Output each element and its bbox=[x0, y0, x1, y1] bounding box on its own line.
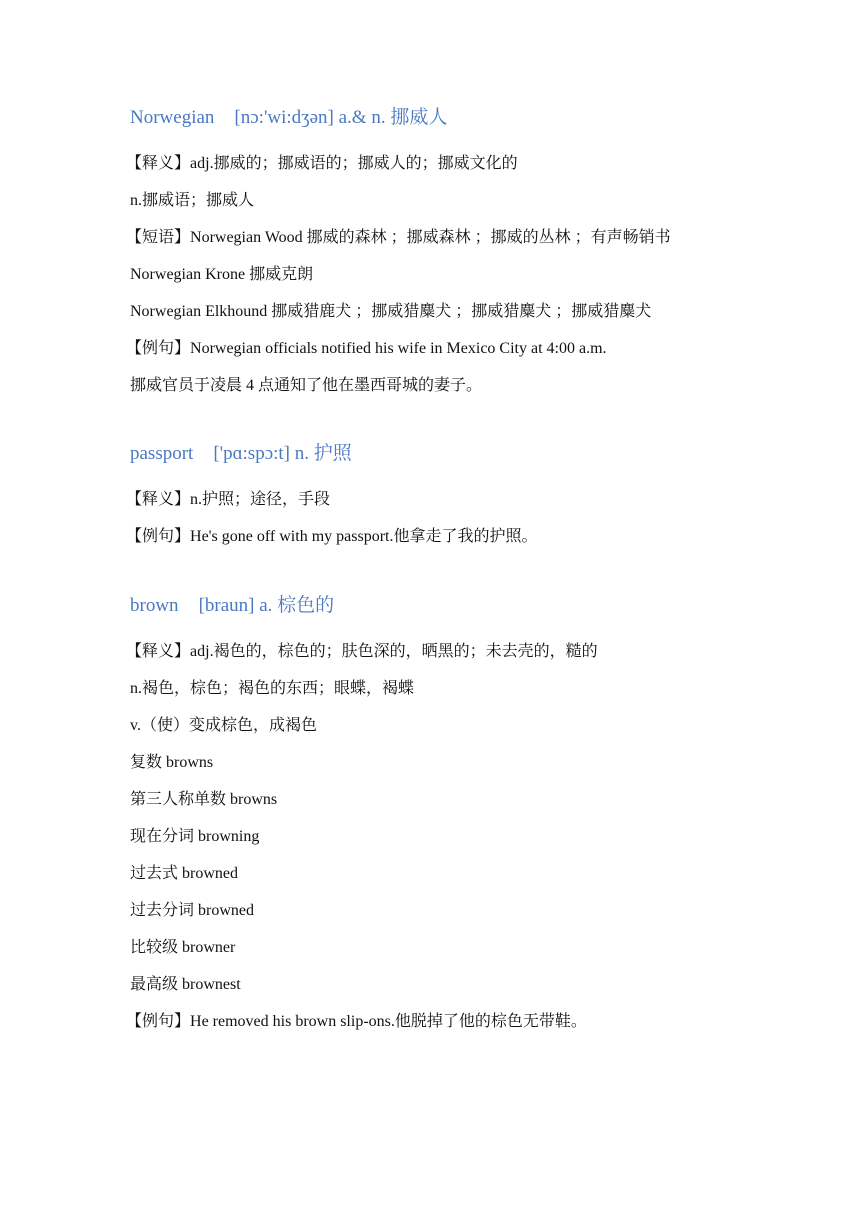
entry-heading bbox=[130, 593, 820, 619]
meaning: 挪威人 bbox=[390, 107, 448, 128]
section-tag: 【例句】 bbox=[126, 1013, 191, 1030]
inflection-line bbox=[130, 966, 820, 1003]
line-text: 复数 browns bbox=[130, 754, 214, 771]
line-text: adj.挪威的；挪威语的；挪威人的；挪威文化的 bbox=[190, 155, 518, 172]
line-text: 挪威官员于凌晨 4 点通知了他在墨西哥城的妻子。 bbox=[130, 377, 483, 394]
phrase-line bbox=[126, 219, 820, 256]
section-tag: 【释义】 bbox=[126, 155, 191, 172]
section-tag: 【释义】 bbox=[126, 491, 191, 508]
line-text: v.（使）变成棕色，成褐色 bbox=[130, 717, 317, 734]
definition-line bbox=[126, 145, 820, 182]
line-text: He's gone off with my passport.他拿走了我的护照。 bbox=[190, 528, 538, 545]
example-line bbox=[126, 518, 820, 555]
headword: brown bbox=[130, 595, 179, 616]
meaning: 棕色的 bbox=[277, 595, 335, 616]
phrase-line bbox=[130, 293, 820, 330]
line-text: n.褐色，棕色；褐色的东西；眼蝶，褐蝶 bbox=[130, 680, 415, 697]
section-tag: 【例句】 bbox=[126, 340, 191, 357]
phrase-line bbox=[130, 256, 820, 293]
headword: Norwegian bbox=[130, 107, 215, 128]
inflection-line bbox=[130, 929, 820, 966]
example-line bbox=[126, 1003, 820, 1040]
entry-heading bbox=[130, 105, 820, 131]
line-text: 第三人称单数 browns bbox=[130, 791, 278, 808]
part-of-speech: n. bbox=[294, 443, 310, 464]
line-text: He removed his brown slip-ons.他脱掉了他的棕色无带鞋。 bbox=[190, 1013, 587, 1030]
line-text: 过去分词 browned bbox=[130, 902, 254, 919]
section-tag: 【释义】 bbox=[126, 643, 191, 660]
inflection-line bbox=[130, 781, 820, 818]
line-text: 现在分词 browning bbox=[130, 828, 260, 845]
part-of-speech: a. bbox=[259, 595, 273, 616]
line-text: n.护照；途径，手段 bbox=[190, 491, 331, 508]
line-text: Norwegian officials notified his wife in Mexico City at 4:00 a.m. bbox=[190, 340, 607, 357]
phonetic: [braun] bbox=[198, 595, 255, 616]
line-text: n.挪威语；挪威人 bbox=[130, 192, 255, 209]
part-of-speech: a.& n. bbox=[338, 107, 386, 128]
section-tag: 【例句】 bbox=[126, 528, 191, 545]
phonetic: ['pɑ:spɔ:t] bbox=[213, 443, 291, 464]
entry-heading bbox=[130, 441, 820, 467]
inflection-line bbox=[130, 855, 820, 892]
entry-norwegian bbox=[126, 105, 820, 404]
meaning: 护照 bbox=[313, 443, 352, 464]
example-translation bbox=[130, 367, 820, 404]
inflection-line bbox=[130, 818, 820, 855]
line-text: Norwegian Elkhound 挪威猎鹿犬 ；挪威猎麋犬 ；挪威猎麋犬 ；挪威猎麋犬 bbox=[130, 303, 652, 320]
definition-line bbox=[130, 707, 820, 744]
entry-passport bbox=[126, 441, 820, 555]
section-tag: 【短语】 bbox=[126, 229, 191, 246]
example-line bbox=[126, 330, 820, 367]
inflection-line bbox=[130, 744, 820, 781]
definition-line bbox=[130, 182, 820, 219]
definition-line bbox=[130, 670, 820, 707]
phonetic: [nɔ:'wi:dʒən] bbox=[234, 107, 334, 128]
line-text: adj.褐色的，棕色的；肤色深的，晒黑的；未去壳的，糙的 bbox=[190, 643, 598, 660]
line-text: 过去式 browned bbox=[130, 865, 238, 882]
headword: passport bbox=[130, 443, 194, 464]
inflection-line bbox=[130, 892, 820, 929]
definition-line bbox=[126, 633, 820, 670]
line-text: Norwegian Krone 挪威克朗 bbox=[130, 266, 314, 283]
line-text: 比较级 browner bbox=[130, 939, 236, 956]
definition-line bbox=[126, 481, 820, 518]
line-text: 最高级 brownest bbox=[130, 976, 241, 993]
line-text: Norwegian Wood 挪威的森林 ；挪威森林 ；挪威的丛林 ；有声畅销书 bbox=[190, 229, 671, 246]
entry-brown bbox=[126, 593, 820, 1040]
